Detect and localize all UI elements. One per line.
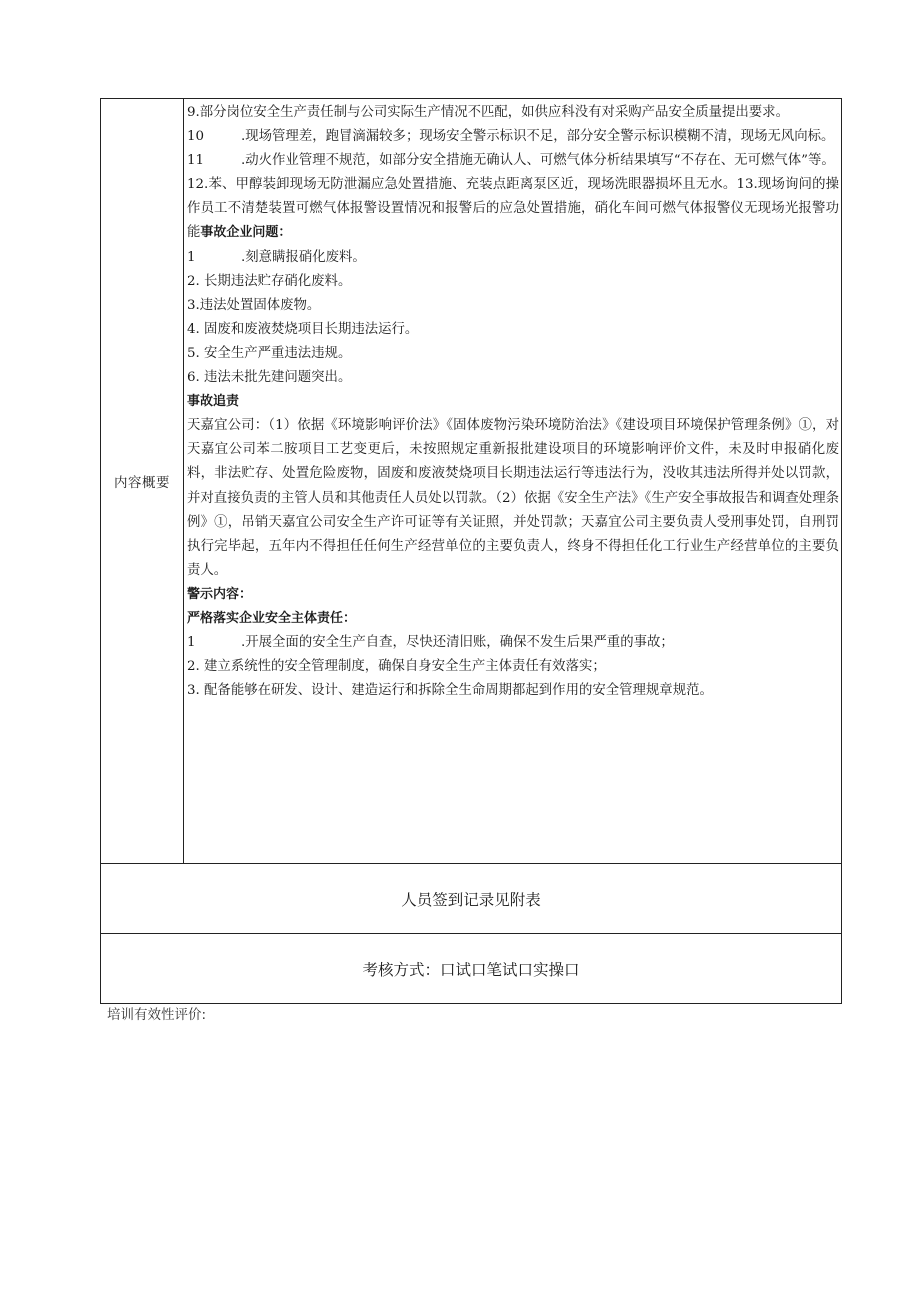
problem-item: 5. 安全生产严重违法违规。: [187, 345, 352, 361]
item-10: 10 .现场管理差，跑冒滴漏较多；现场安全警示标识不足，部分安全警示标识模糊不清，现场无风向标。: [187, 129, 835, 145]
content-summary-text: [184, 99, 841, 863]
sign-record-row: 人员签到记录见附表: [101, 864, 841, 934]
training-evaluation-label: 培训有效性评价:: [107, 1007, 207, 1023]
warning-item: 1 .开展全面的安全生产自查，尽快还清旧账，确保不发生后果严重的事故；: [187, 635, 674, 651]
accountability-heading: 事故追责: [187, 394, 240, 410]
problem-item: 2. 长期违法贮存硝化废料。: [187, 273, 352, 289]
accountability-text: 天嘉宜公司：（1）依据《环境影响评价法》《固体废物污染环境防治法》《建设项目环境保护管理条例》①，对天嘉宜公司苯二胺项目工艺变更后，未按照规定重新报批建设项目的环境影响评价文件，未及时申报硝化废料，非法贮存、处置危险废物，固废和废液焚烧项目长期违法运行等违法行为，没收其违法所得并处以罚款，并对直接负责的主管人员和其他责任人员处以罚款。（2）依据《安全生产法》《生产安全事故报告和调查处理条例》①，吊销天嘉宜公司安全生产许可证等有关证照，并处罚款；天嘉宜公司主要负责人受刑事处罚，自刑罚执行完毕起，五年内不得担任任何生产经营单位的主要负责人，终身不得担任化工行业生产经营单位的主要负责人。: [187, 418, 839, 578]
problem-item: 1 .刻意瞒报硝化废料。: [187, 249, 366, 265]
warning-subheading: 严格落实企业安全主体责任：: [187, 610, 357, 626]
item-11: 11 .动火作业管理不规范，如部分安全措施无确认人、可燃气体分析结果填写“不存在、无可燃气体”等。: [187, 153, 835, 169]
warning-heading: 警示内容：: [187, 586, 253, 602]
training-record-table: [100, 98, 842, 1004]
warning-item: 3. 配备能够在研发、设计、建造运行和拆除全生命周期都起到作用的安全管理规章规范。: [187, 683, 713, 699]
problem-item: 4. 固废和废液焚烧项目长期违法运行。: [187, 321, 419, 337]
assessment-row: 考核方式：口试口笔试口实操口: [362, 960, 580, 979]
content-summary-row: [101, 99, 841, 864]
item-9: 9.部分岗位安全生产责任制与公司实际生产情况不匹配，如供应科没有对采购产品安全质量提出要求。: [187, 105, 789, 120]
problem-item: 3.违法处置固体废物。: [187, 297, 321, 313]
problem-item: 6. 违法未批先建问题突出。: [187, 370, 352, 386]
content-summary-label: 内容概要: [101, 99, 184, 863]
problems-heading: 事故企业问题：: [200, 225, 292, 241]
warning-item: 2. 建立系统性的安全管理制度，确保自身安全生产主体责任有效落实；: [187, 659, 606, 675]
item-12-13: 12.苯、甲醇装卸现场无防泄漏应急处置措施、充装点距离泵区近，现场洗眼器损坏且无水。13.现场询问的操作员工不清楚装置可燃气体报警设置情况和报警后的应急处置措施，硝化车间可燃气体报警仪无现场光报警功能事故企业问题：: [187, 177, 839, 241]
